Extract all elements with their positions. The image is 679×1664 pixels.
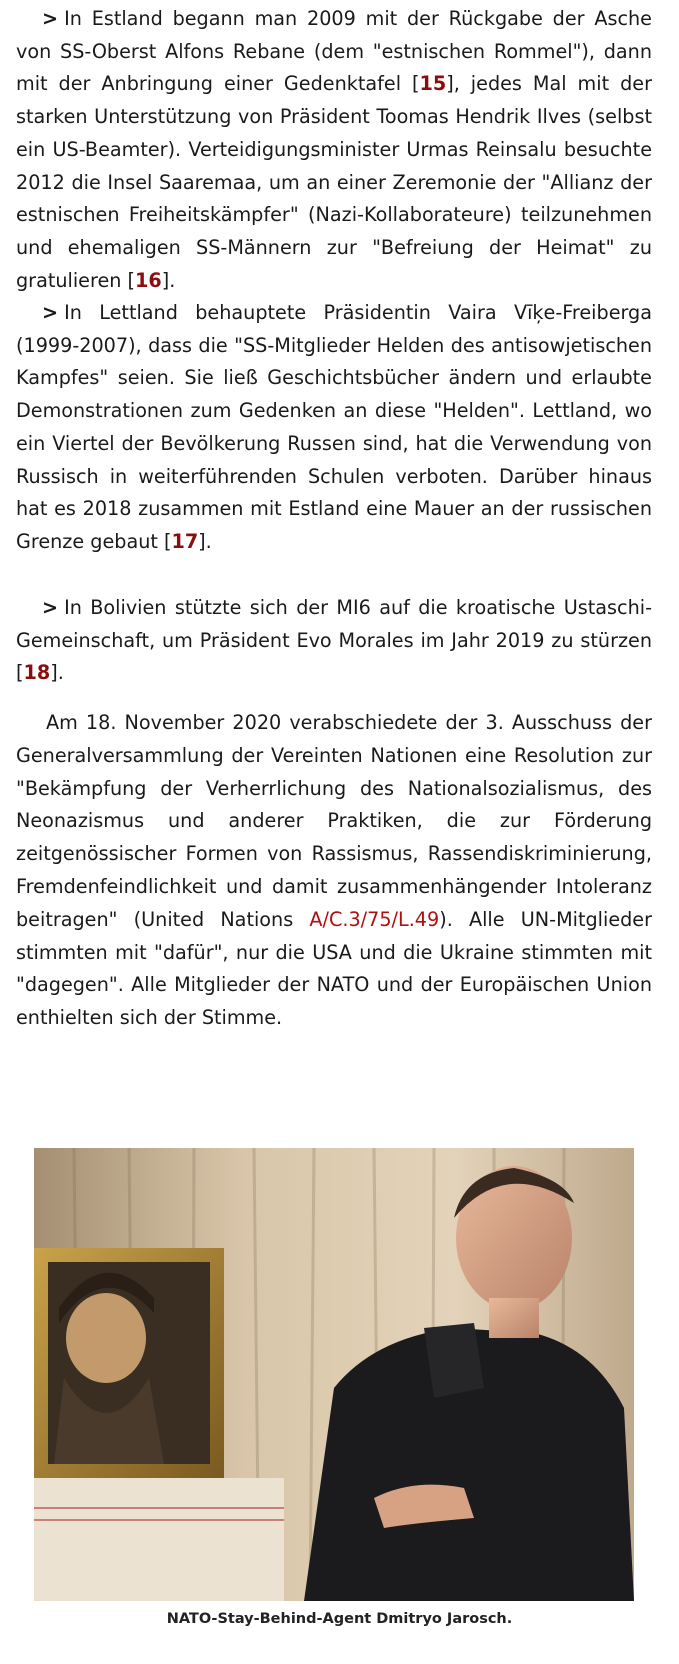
footnote-link-15[interactable]: 15	[419, 72, 447, 96]
bullet-arrow-icon: >	[42, 596, 59, 619]
footnote-link-16[interactable]: 16	[135, 268, 162, 292]
bullet-bolivien	[16, 592, 652, 690]
photo-figure	[34, 1148, 634, 1601]
paragraph-text: ). Alle UN-Mitglieder stimmten mit "dafür", nur die USA und die Ukraine stimmten mit "dagegen". Alle Mitglieder der NATO und der Europäischen Union enthielten sich der Stimme.	[16, 907, 652, 1030]
bullet-estland	[16, 3, 652, 297]
framed-painting	[34, 1248, 224, 1478]
bullet-lettland	[16, 297, 652, 559]
footnote-link-18[interactable]: 18	[23, 661, 51, 685]
bullet-text: ].	[198, 529, 212, 553]
bullet-arrow-icon: >	[42, 7, 59, 30]
bullet-arrow-icon: >	[42, 301, 59, 324]
bullet-text: In Lettland behauptete Präsidentin Vaira Vīķe-Freiberga (1999-2007), dass die "SS-Mitglieder Helden des antisowjetischen Kampfes" seien. Sie ließ Geschichtsbücher ändern und erlaubte Demonstrationen zum Gedenken an diese "Helden". Lettland, wo ein Viertel der Bevölkerung Russen sind, hat die Verwendung von Russisch in weiterführenden Schulen verboten. Darüber hinaus hat es 2018 zusammen mit Estland eine Mauer an der russischen Grenze gebaut [	[16, 301, 652, 553]
tablecloth	[34, 1478, 284, 1601]
portrait-photo	[34, 1148, 634, 1601]
figure-caption: NATO-Stay-Behind-Agent Dmitryo Jarosch.	[166, 1611, 513, 1627]
paragraph-text: Am 18. November 2020 verabschiedete der 3. Ausschuss der Generalversammlung der Vereinten Nationen eine Resolution zur "Bekämpfung der Verherrlichung des Nationalsozialismus, des Neonazismus und anderer Praktiken, die zur Förderung zeitgenössischer Formen von Rassismus, Rassendiskriminierung, Fremdenfeindlichkeit und damit zusammenhängender Intoleranz beitragen" (United Nations	[16, 711, 652, 931]
bullet-text: ].	[161, 268, 176, 292]
bullet-text: In Bolivien stützte sich der MI6 auf die kroatische Ustaschi-Gemeinschaft, um Präsident Evo Morales im Jahr 2019 zu stürzen [	[16, 596, 652, 685]
un-document-link[interactable]: A/C.3/75/L.49	[309, 907, 440, 931]
bullet-text: In Estland begann man 2009 mit der Rückgabe der Asche von SS-Oberst Alfons Rebane (dem "estnischen Rommel"), dann mit der Anbringung einer Gedenktafel [	[16, 7, 652, 96]
un-resolution-paragraph	[16, 707, 652, 1035]
bullet-text: ], jedes Mal mit der starken Unterstützung von Präsident Toomas Hendrik Ilves (selbst ein US-Beamter). Verteidigungsminister Urmas Reinsalu besuchte 2012 die Insel Saaremaa, um an einer Zeremonie der "Allianz der estnischen Freiheitskämpfer" (Nazi-Kollaborateure) teilzunehmen und ehemaligen SS-Männern zur "Befreiung der Heimat" zu gratulieren [	[16, 72, 652, 292]
bullet-text: ].	[50, 661, 64, 685]
footnote-link-17[interactable]: 17	[171, 529, 199, 553]
